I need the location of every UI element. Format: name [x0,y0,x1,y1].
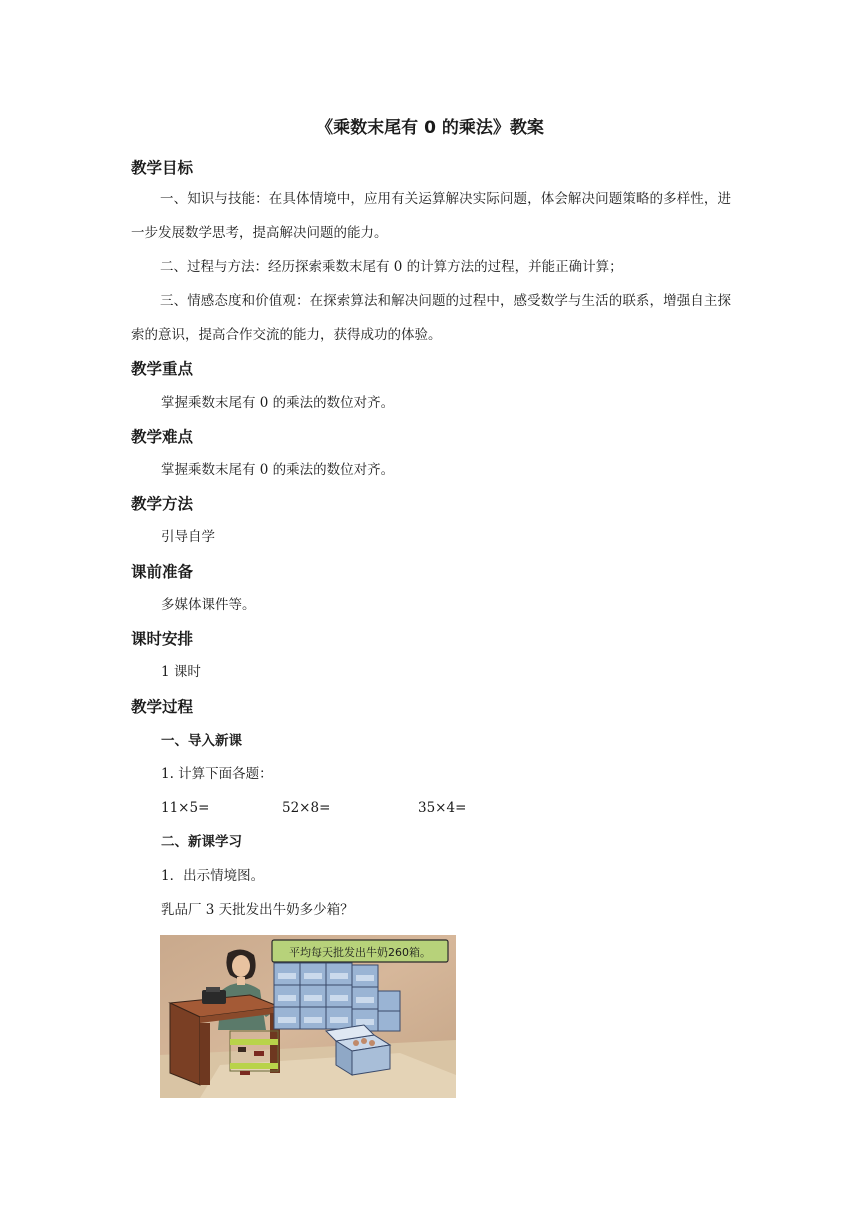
objectives-heading: 教学目标 [131,159,194,177]
key-points-text: 掌握乘数末尾有 0 的乘法的数位对齐。 [161,395,395,411]
objective-process: 二、过程与方法：经历探索乘数末尾有 0 的计算方法的过程，并能正确计算； [160,259,623,275]
problem-2: 52×8= [282,800,331,816]
problem-3: 35×4= [418,800,467,816]
method-text: 引导自学 [161,529,215,545]
difficulties-heading: 教学难点 [131,428,194,446]
objective-attitude: 三、情感态度和价值观：在探索算法和解决问题的过程中，感受数学与生活的联系，增强自主探索的意识，提高合作交流的能力，获得成功的体验。 [131,293,731,343]
intro-step: 1. 计算下面各题： [161,766,273,782]
problem-1: 11×5= [161,800,210,816]
new-lesson-step: 1．出示情境图。 [161,868,265,884]
document-title: 《乘数末尾有 0 的乘法》教案 [316,118,544,138]
preparation-heading: 课前准备 [131,563,194,581]
speech-bubble-text: 平均每天批发出牛奶260箱。 [289,946,431,959]
schedule-heading: 课时安排 [131,630,194,648]
process-heading: 教学过程 [131,698,194,716]
schedule-text: 1 课时 [161,664,201,680]
objective-knowledge: 一、知识与技能：在具体情境中，应用有关运算解决实际问题，体会解决问题策略的多样性，进一步发展数学思考，提高解决问题的能力。 [131,191,731,241]
difficulties-text: 掌握乘数末尾有 0 的乘法的数位对齐。 [161,462,395,478]
intro-heading: 一、导入新课 [161,733,242,749]
new-lesson-question: 乳品厂 3 天批发出牛奶多少箱？ [161,902,354,918]
key-points-heading: 教学重点 [131,360,194,378]
new-lesson-heading: 二、新课学习 [161,834,242,850]
method-heading: 教学方法 [131,495,194,513]
situation-illustration [160,935,456,1098]
preparation-text: 多媒体课件等。 [161,597,256,613]
